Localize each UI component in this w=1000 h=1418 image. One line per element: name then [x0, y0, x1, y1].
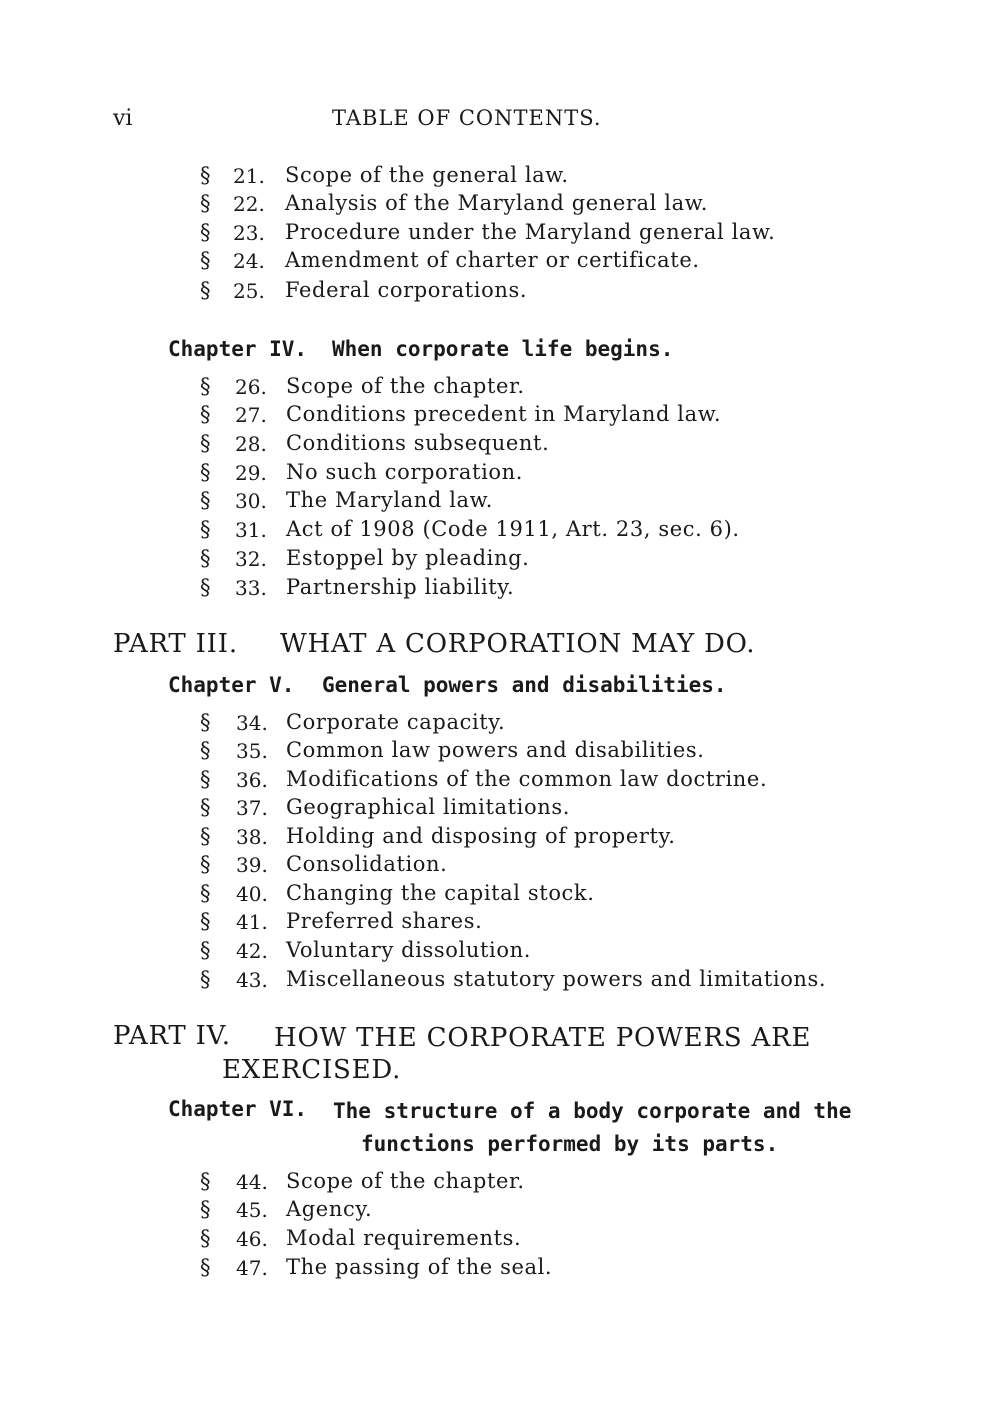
section-title: Preferred shares.	[286, 909, 483, 933]
section-mark: §	[200, 402, 211, 426]
section-mark: §	[200, 1255, 211, 1279]
section-title: Analysis of the Maryland general law.	[285, 191, 709, 215]
section-number: 30.	[235, 489, 267, 513]
section-title: Modifications of the common law doctrine.	[286, 767, 768, 791]
part-label: PART IV.	[113, 1021, 231, 1051]
chapter-label: Chapter V.	[168, 673, 295, 697]
section-mark: §	[200, 852, 211, 876]
section-title: Miscellaneous statutory powers and limitations.	[286, 967, 827, 991]
section-number: 42.	[236, 939, 268, 963]
section-mark: §	[200, 881, 211, 905]
section-title: Common law powers and disabilities.	[286, 738, 705, 762]
section-number: 37.	[236, 796, 268, 820]
section-title: Conditions subsequent.	[286, 431, 550, 455]
section-number: 38.	[236, 825, 268, 849]
section-number: 33.	[235, 576, 267, 600]
chapter-label: Chapter IV.	[168, 337, 308, 361]
section-number: 45.	[236, 1198, 268, 1222]
section-mark: §	[200, 738, 211, 762]
section-number: 32.	[235, 547, 267, 571]
chapter-label: Chapter VI.	[168, 1097, 308, 1121]
section-title: The Maryland law.	[286, 488, 494, 512]
part-title: WHAT A CORPORATION MAY DO.	[280, 629, 756, 659]
page-number: vi	[113, 106, 133, 131]
section-mark: §	[200, 460, 211, 484]
section-title: Scope of the chapter.	[286, 374, 525, 398]
section-number: 41.	[236, 910, 268, 934]
section-title: Changing the capital stock.	[286, 881, 595, 905]
section-mark: §	[200, 374, 211, 398]
section-number: 24.	[233, 249, 265, 273]
section-title: Federal corporations.	[285, 278, 528, 302]
section-number: 25.	[233, 279, 265, 303]
section-mark: §	[200, 1226, 211, 1250]
section-mark: §	[200, 909, 211, 933]
section-number: 27.	[235, 403, 267, 427]
running-head: TABLE OF CONTENTS.	[332, 106, 602, 130]
section-number: 47.	[236, 1256, 268, 1280]
section-number: 31.	[235, 518, 267, 542]
section-number: 36.	[236, 768, 268, 792]
section-title: Scope of the chapter.	[286, 1169, 525, 1193]
section-number: 39.	[236, 853, 268, 877]
section-title: Amendment of charter or certificate.	[285, 248, 700, 272]
section-title: Voluntary dissolution.	[286, 938, 531, 962]
part-label: PART III.	[113, 629, 238, 659]
section-title: Agency.	[286, 1197, 373, 1221]
section-mark: §	[200, 191, 211, 215]
section-mark: §	[200, 575, 211, 599]
section-title: Modal requirements.	[286, 1226, 522, 1250]
section-title: Holding and disposing of property.	[286, 824, 676, 848]
section-number: 40.	[236, 882, 268, 906]
section-number: 23.	[233, 221, 265, 245]
part-title-line2: EXERCISED.	[222, 1055, 402, 1085]
section-mark: §	[200, 824, 211, 848]
section-title: Geographical limitations.	[286, 795, 571, 819]
chapter-title-line1: The structure of a body corporate and the	[333, 1099, 852, 1123]
section-title: Estoppel by pleading.	[286, 546, 530, 570]
section-mark: §	[200, 767, 211, 791]
chapter-title: When corporate life begins.	[332, 337, 674, 361]
section-title: Scope of the general law.	[285, 163, 569, 187]
section-title: Consolidation.	[286, 852, 448, 876]
section-mark: §	[200, 517, 211, 541]
section-title: Corporate capacity.	[286, 710, 506, 734]
section-number: 28.	[235, 432, 267, 456]
section-number: 29.	[235, 461, 267, 485]
section-number: 43.	[236, 968, 268, 992]
section-number: 46.	[236, 1227, 268, 1251]
section-title: No such corporation.	[286, 460, 524, 484]
section-number: 21.	[233, 164, 265, 188]
section-mark: §	[200, 1169, 211, 1193]
section-mark: §	[200, 1197, 211, 1221]
section-number: 34.	[236, 711, 268, 735]
chapter-title-line2: functions performed by its parts.	[361, 1132, 779, 1156]
section-mark: §	[200, 938, 211, 962]
section-mark: §	[200, 546, 211, 570]
section-mark: §	[200, 710, 211, 734]
section-mark: §	[200, 163, 211, 187]
section-mark: §	[200, 220, 211, 244]
section-title: Conditions precedent in Maryland law.	[286, 402, 722, 426]
section-mark: §	[200, 488, 211, 512]
section-mark: §	[200, 967, 211, 991]
chapter-title: General powers and disabilities.	[322, 673, 727, 697]
section-number: 44.	[236, 1170, 268, 1194]
section-title: The passing of the seal.	[286, 1255, 553, 1279]
section-number: 22.	[233, 192, 265, 216]
section-number: 35.	[236, 739, 268, 763]
section-title: Act of 1908 (Code 1911, Art. 23, sec. 6).	[286, 517, 740, 541]
section-title: Partnership liability.	[286, 575, 515, 599]
section-title: Procedure under the Maryland general law.	[285, 220, 776, 244]
part-title-line1: HOW THE CORPORATE POWERS ARE	[274, 1023, 812, 1053]
section-mark: §	[200, 248, 211, 272]
section-mark: §	[200, 795, 211, 819]
section-number: 26.	[235, 375, 267, 399]
section-mark: §	[200, 278, 211, 302]
section-mark: §	[200, 431, 211, 455]
